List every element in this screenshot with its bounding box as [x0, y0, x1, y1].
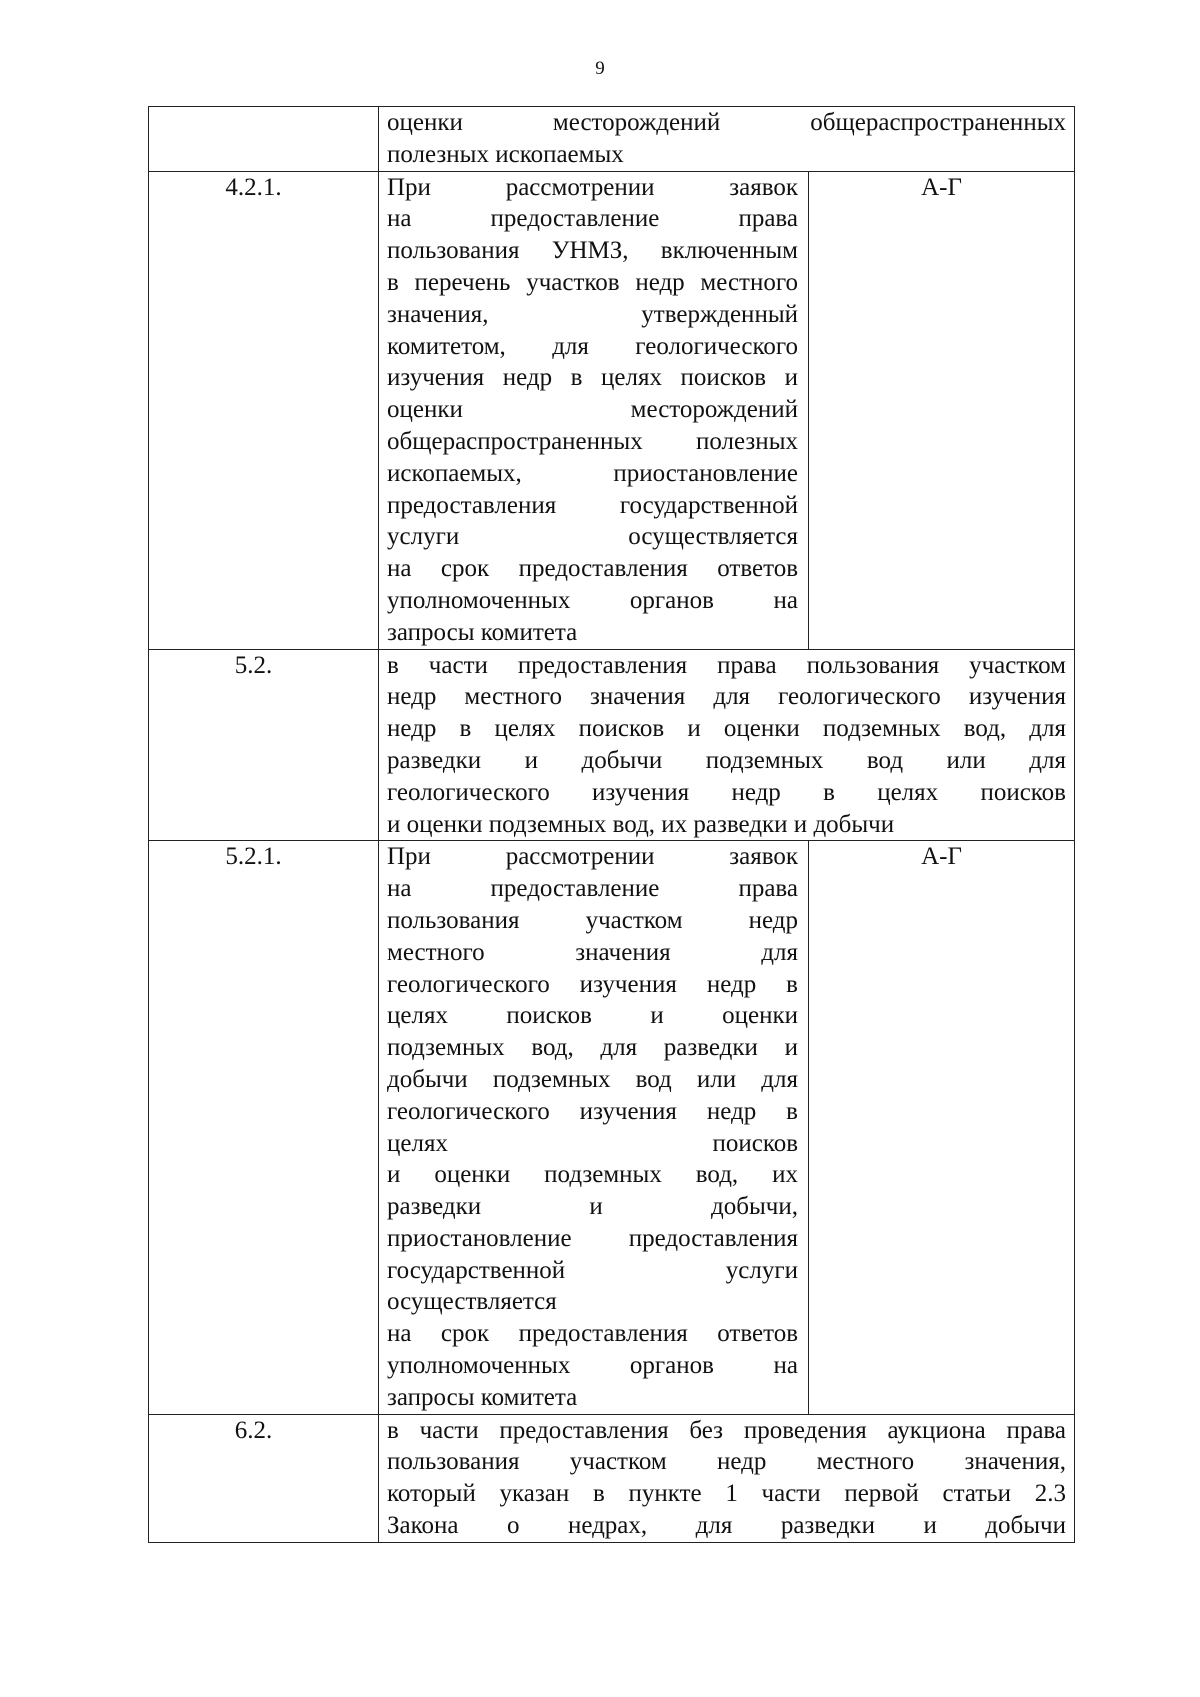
text-line: оценки месторождений: [387, 396, 798, 424]
text-line: общераспространенных полезных: [387, 427, 798, 455]
text-line: пользования участком недр местного значения,: [387, 1448, 1066, 1476]
document-table: [148, 106, 1075, 1543]
text-line: на предоставление права: [387, 205, 798, 233]
table-row: [149, 1414, 1075, 1542]
text-line: целях поисков и оценки: [387, 1002, 798, 1030]
text-line: При рассмотрении заявок: [387, 173, 798, 201]
text-line: ископаемых, приостановление: [387, 459, 798, 487]
item-number-cell: 4.2.1.: [149, 171, 379, 649]
text-line: запросы комитета: [387, 618, 578, 646]
text-line: геологического изучения недр в: [387, 970, 798, 998]
text-line: недр местного значения для геологического изучения: [387, 683, 1066, 711]
text-line: разведки и добычи подземных вод или для: [387, 746, 1066, 774]
text-line: добычи подземных вод или для: [387, 1065, 798, 1093]
item-text-cell: [379, 107, 1075, 172]
text-line: значения, утвержденный: [387, 300, 798, 328]
text-line: оценки месторождений общераспространенных: [387, 109, 1066, 136]
text-line: в части предоставления права пользования участком: [387, 651, 1066, 679]
text-line: и оценки подземных вод, их: [387, 1161, 798, 1189]
text-line: и оценки подземных вод, их разведки и добычи: [387, 810, 895, 838]
text-line: пользования УНМЗ, включенным: [387, 237, 798, 265]
text-line: геологического изучения недр в целях поисков: [387, 778, 1066, 806]
text-line: полезных ископаемых: [387, 140, 624, 168]
text-line: на срок предоставления ответов: [387, 1320, 798, 1348]
text-line: который указан в пункте 1 части первой статьи 2.3: [387, 1480, 1066, 1508]
text-line: целях поисков: [387, 1129, 798, 1157]
text-line: изучения недр в целях поисков и: [387, 364, 798, 392]
text-line: уполномоченных органов на: [387, 586, 798, 614]
item-number-cell: 5.2.: [149, 649, 379, 841]
item-number-cell: 6.2.: [149, 1414, 379, 1542]
text-line: местного значения для: [387, 938, 798, 966]
text-line: Закона о недрах, для разведки и добычи: [387, 1512, 1066, 1540]
text-line: на срок предоставления ответов: [387, 555, 798, 583]
item-text-cell: [379, 841, 809, 1413]
text-line: на предоставление права: [387, 875, 798, 903]
page-number: 9: [595, 58, 605, 79]
text-line: осуществляется: [387, 1288, 557, 1316]
text-line: предоставления государственной: [387, 491, 798, 519]
text-line: приостановление предоставления: [387, 1224, 798, 1252]
item-split-cell: [379, 171, 1075, 649]
text-line: уполномоченных органов на: [387, 1352, 798, 1380]
item-number-cell: 5.2.1.: [149, 841, 379, 1414]
table-row: [149, 649, 1075, 841]
text-line: комитетом, для геологического: [387, 332, 798, 360]
text-line: недр в целях поисков и оценки подземных вод, для: [387, 715, 1066, 743]
category-cell: А-Г: [921, 173, 962, 201]
text-line: подземных вод, для разведки и: [387, 1034, 798, 1062]
text-line: При рассмотрении заявок: [387, 843, 798, 871]
text-line: в перечень участков недр местного: [387, 268, 798, 296]
text-line: услуги осуществляется: [387, 523, 798, 551]
table-row: [149, 171, 1075, 649]
text-line: пользования участком недр: [387, 906, 798, 934]
item-text-cell: [379, 649, 1075, 841]
table-row: [149, 107, 1075, 172]
item-text-cell: [379, 1414, 1075, 1542]
table-row: [149, 841, 1075, 1414]
text-line: государственной услуги: [387, 1256, 798, 1284]
text-line: геологического изучения недр в: [387, 1097, 798, 1125]
item-text-cell: [379, 172, 809, 649]
text-line: запросы комитета: [387, 1383, 578, 1411]
text-line: в части предоставления без проведения аукциона права: [387, 1416, 1066, 1444]
item-split-cell: [379, 841, 1075, 1414]
item-number-cell: [149, 107, 379, 172]
category-cell: А-Г: [921, 843, 962, 871]
text-line: разведки и добычи,: [387, 1193, 798, 1221]
